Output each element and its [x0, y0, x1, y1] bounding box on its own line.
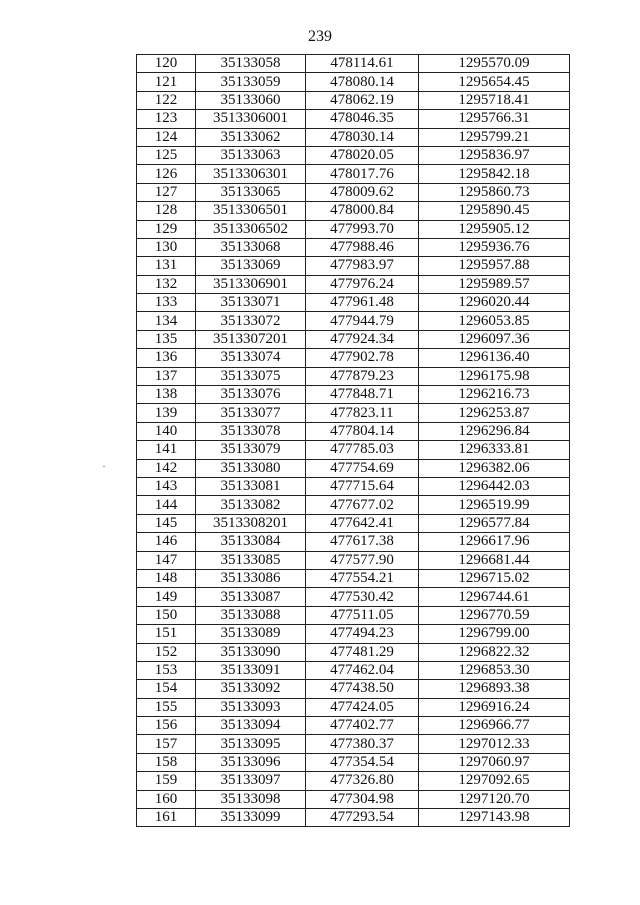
- table-row: [137, 55, 570, 73]
- x-coordinate-cell: 477554.21: [306, 569, 419, 587]
- table-row: [137, 569, 570, 587]
- point-number-cell: 130: [137, 238, 196, 256]
- point-number-cell: 126: [137, 165, 196, 183]
- x-coordinate-cell: 477577.90: [306, 551, 419, 569]
- y-coordinate-cell: 1296216.73: [419, 386, 570, 404]
- point-id-cell: 35133079: [196, 441, 306, 459]
- x-coordinate-cell: 477983.97: [306, 257, 419, 275]
- point-id-cell: 35133078: [196, 422, 306, 440]
- point-id-cell: 3513307201: [196, 330, 306, 348]
- y-coordinate-cell: 1297143.98: [419, 809, 570, 827]
- table-row: [137, 128, 570, 146]
- point-id-cell: 35133096: [196, 753, 306, 771]
- point-number-cell: 122: [137, 91, 196, 109]
- point-id-cell: 35133099: [196, 809, 306, 827]
- table-row: [137, 404, 570, 422]
- x-coordinate-cell: 477642.41: [306, 514, 419, 532]
- y-coordinate-cell: 1296136.40: [419, 349, 570, 367]
- table-row: [137, 753, 570, 771]
- x-coordinate-cell: 478080.14: [306, 73, 419, 91]
- point-id-cell: 35133069: [196, 257, 306, 275]
- x-coordinate-cell: 477462.04: [306, 661, 419, 679]
- y-coordinate-cell: 1297120.70: [419, 790, 570, 808]
- table-row: [137, 680, 570, 698]
- y-coordinate-cell: 1296333.81: [419, 441, 570, 459]
- point-number-cell: 152: [137, 643, 196, 661]
- point-id-cell: 35133085: [196, 551, 306, 569]
- y-coordinate-cell: 1296519.99: [419, 496, 570, 514]
- point-id-cell: 3513306001: [196, 110, 306, 128]
- point-number-cell: 149: [137, 588, 196, 606]
- x-coordinate-cell: 477715.64: [306, 477, 419, 495]
- y-coordinate-cell: 1296822.32: [419, 643, 570, 661]
- point-number-cell: 159: [137, 772, 196, 790]
- x-coordinate-cell: 477804.14: [306, 422, 419, 440]
- table-row: [137, 367, 570, 385]
- x-coordinate-cell: 477754.69: [306, 459, 419, 477]
- point-id-cell: 35133080: [196, 459, 306, 477]
- point-number-cell: 137: [137, 367, 196, 385]
- table-row: [137, 717, 570, 735]
- point-number-cell: 133: [137, 294, 196, 312]
- table-row: [137, 551, 570, 569]
- point-number-cell: 140: [137, 422, 196, 440]
- y-coordinate-cell: 1295905.12: [419, 220, 570, 238]
- point-id-cell: 35133082: [196, 496, 306, 514]
- table-row: [137, 202, 570, 220]
- x-coordinate-cell: 477993.70: [306, 220, 419, 238]
- point-id-cell: 35133071: [196, 294, 306, 312]
- point-number-cell: 124: [137, 128, 196, 146]
- table-row: [137, 386, 570, 404]
- point-id-cell: 35133077: [196, 404, 306, 422]
- x-coordinate-cell: 477293.54: [306, 809, 419, 827]
- point-id-cell: 35133097: [196, 772, 306, 790]
- point-id-cell: 3513306502: [196, 220, 306, 238]
- point-number-cell: 151: [137, 625, 196, 643]
- point-number-cell: 161: [137, 809, 196, 827]
- x-coordinate-cell: 477494.23: [306, 625, 419, 643]
- point-number-cell: 143: [137, 477, 196, 495]
- point-id-cell: 35133093: [196, 698, 306, 716]
- x-coordinate-cell: 477354.54: [306, 753, 419, 771]
- table-row: [137, 73, 570, 91]
- point-number-cell: 121: [137, 73, 196, 91]
- table-row: [137, 257, 570, 275]
- point-number-cell: 136: [137, 349, 196, 367]
- x-coordinate-cell: 477924.34: [306, 330, 419, 348]
- point-id-cell: 35133084: [196, 533, 306, 551]
- x-coordinate-cell: 477326.80: [306, 772, 419, 790]
- x-coordinate-cell: 478020.05: [306, 146, 419, 164]
- table-row: [137, 422, 570, 440]
- x-coordinate-cell: 477402.77: [306, 717, 419, 735]
- point-id-cell: 3513306501: [196, 202, 306, 220]
- table-row: [137, 588, 570, 606]
- point-id-cell: 35133087: [196, 588, 306, 606]
- y-coordinate-cell: 1295860.73: [419, 183, 570, 201]
- point-id-cell: 3513306301: [196, 165, 306, 183]
- table-row: [137, 220, 570, 238]
- y-coordinate-cell: 1296893.38: [419, 680, 570, 698]
- table-row: [137, 606, 570, 624]
- x-coordinate-cell: 477961.48: [306, 294, 419, 312]
- x-coordinate-cell: 477944.79: [306, 312, 419, 330]
- y-coordinate-cell: 1295570.09: [419, 55, 570, 73]
- point-id-cell: 35133081: [196, 477, 306, 495]
- table-row: [137, 91, 570, 109]
- point-number-cell: 127: [137, 183, 196, 201]
- table-body: [137, 55, 570, 827]
- x-coordinate-cell: 477823.11: [306, 404, 419, 422]
- point-number-cell: 142: [137, 459, 196, 477]
- margin-mark: [103, 466, 105, 467]
- x-coordinate-cell: 477988.46: [306, 238, 419, 256]
- y-coordinate-cell: 1295654.45: [419, 73, 570, 91]
- table-row: [137, 312, 570, 330]
- table-row: [137, 625, 570, 643]
- y-coordinate-cell: 1297092.65: [419, 772, 570, 790]
- point-id-cell: 35133063: [196, 146, 306, 164]
- table-row: [137, 349, 570, 367]
- x-coordinate-cell: 478009.62: [306, 183, 419, 201]
- point-number-cell: 131: [137, 257, 196, 275]
- y-coordinate-cell: 1296853.30: [419, 661, 570, 679]
- point-id-cell: 35133062: [196, 128, 306, 146]
- point-number-cell: 156: [137, 717, 196, 735]
- point-number-cell: 144: [137, 496, 196, 514]
- point-id-cell: 3513308201: [196, 514, 306, 532]
- table-row: [137, 661, 570, 679]
- table-row: [137, 790, 570, 808]
- y-coordinate-cell: 1296770.59: [419, 606, 570, 624]
- y-coordinate-cell: 1295836.97: [419, 146, 570, 164]
- y-coordinate-cell: 1295890.45: [419, 202, 570, 220]
- x-coordinate-cell: 478017.76: [306, 165, 419, 183]
- table-row: [137, 514, 570, 532]
- point-number-cell: 150: [137, 606, 196, 624]
- point-id-cell: 35133094: [196, 717, 306, 735]
- x-coordinate-cell: 477902.78: [306, 349, 419, 367]
- y-coordinate-cell: 1295989.57: [419, 275, 570, 293]
- y-coordinate-cell: 1297012.33: [419, 735, 570, 753]
- point-number-cell: 125: [137, 146, 196, 164]
- x-coordinate-cell: 477481.29: [306, 643, 419, 661]
- point-id-cell: 3513306901: [196, 275, 306, 293]
- point-number-cell: 160: [137, 790, 196, 808]
- x-coordinate-cell: 477530.42: [306, 588, 419, 606]
- y-coordinate-cell: 1296617.96: [419, 533, 570, 551]
- point-id-cell: 35133095: [196, 735, 306, 753]
- x-coordinate-cell: 478030.14: [306, 128, 419, 146]
- point-id-cell: 35133074: [196, 349, 306, 367]
- table-row: [137, 275, 570, 293]
- x-coordinate-cell: 477848.71: [306, 386, 419, 404]
- point-id-cell: 35133076: [196, 386, 306, 404]
- table-row: [137, 294, 570, 312]
- point-number-cell: 146: [137, 533, 196, 551]
- y-coordinate-cell: 1295718.41: [419, 91, 570, 109]
- table-row: [137, 441, 570, 459]
- table-row: [137, 110, 570, 128]
- point-id-cell: 35133089: [196, 625, 306, 643]
- point-number-cell: 148: [137, 569, 196, 587]
- x-coordinate-cell: 477511.05: [306, 606, 419, 624]
- y-coordinate-cell: 1295842.18: [419, 165, 570, 183]
- table-row: [137, 496, 570, 514]
- point-number-cell: 154: [137, 680, 196, 698]
- point-id-cell: 35133065: [196, 183, 306, 201]
- point-id-cell: 35133058: [196, 55, 306, 73]
- point-number-cell: 135: [137, 330, 196, 348]
- y-coordinate-cell: 1296966.77: [419, 717, 570, 735]
- x-coordinate-cell: 477617.38: [306, 533, 419, 551]
- x-coordinate-cell: 477976.24: [306, 275, 419, 293]
- point-number-cell: 123: [137, 110, 196, 128]
- y-coordinate-cell: 1296382.06: [419, 459, 570, 477]
- y-coordinate-cell: 1295766.31: [419, 110, 570, 128]
- y-coordinate-cell: 1296744.61: [419, 588, 570, 606]
- x-coordinate-cell: 477438.50: [306, 680, 419, 698]
- point-id-cell: 35133090: [196, 643, 306, 661]
- y-coordinate-cell: 1296097.36: [419, 330, 570, 348]
- y-coordinate-cell: 1296253.87: [419, 404, 570, 422]
- point-number-cell: 155: [137, 698, 196, 716]
- x-coordinate-cell: 478046.35: [306, 110, 419, 128]
- point-id-cell: 35133092: [196, 680, 306, 698]
- point-number-cell: 138: [137, 386, 196, 404]
- y-coordinate-cell: 1296442.03: [419, 477, 570, 495]
- y-coordinate-cell: 1296020.44: [419, 294, 570, 312]
- y-coordinate-cell: 1296715.02: [419, 569, 570, 587]
- x-coordinate-cell: 477380.37: [306, 735, 419, 753]
- table-row: [137, 183, 570, 201]
- y-coordinate-cell: 1296577.84: [419, 514, 570, 532]
- table-row: [137, 698, 570, 716]
- x-coordinate-cell: 477785.03: [306, 441, 419, 459]
- point-number-cell: 147: [137, 551, 196, 569]
- table-row: [137, 146, 570, 164]
- table-row: [137, 533, 570, 551]
- point-id-cell: 35133060: [196, 91, 306, 109]
- table-row: [137, 809, 570, 827]
- y-coordinate-cell: 1295957.88: [419, 257, 570, 275]
- point-id-cell: 35133086: [196, 569, 306, 587]
- point-number-cell: 129: [137, 220, 196, 238]
- point-number-cell: 132: [137, 275, 196, 293]
- y-coordinate-cell: 1296916.24: [419, 698, 570, 716]
- y-coordinate-cell: 1295936.76: [419, 238, 570, 256]
- point-number-cell: 145: [137, 514, 196, 532]
- point-id-cell: 35133059: [196, 73, 306, 91]
- y-coordinate-cell: 1296681.44: [419, 551, 570, 569]
- table-row: [137, 477, 570, 495]
- x-coordinate-cell: 477677.02: [306, 496, 419, 514]
- y-coordinate-cell: 1296296.84: [419, 422, 570, 440]
- y-coordinate-cell: 1296053.85: [419, 312, 570, 330]
- point-number-cell: 134: [137, 312, 196, 330]
- coordinates-table: [136, 54, 570, 827]
- x-coordinate-cell: 478062.19: [306, 91, 419, 109]
- point-number-cell: 153: [137, 661, 196, 679]
- x-coordinate-cell: 477879.23: [306, 367, 419, 385]
- table-row: [137, 772, 570, 790]
- y-coordinate-cell: 1295799.21: [419, 128, 570, 146]
- point-number-cell: 158: [137, 753, 196, 771]
- table-row: [137, 165, 570, 183]
- point-id-cell: 35133098: [196, 790, 306, 808]
- table-row: [137, 643, 570, 661]
- y-coordinate-cell: 1296175.98: [419, 367, 570, 385]
- point-number-cell: 128: [137, 202, 196, 220]
- x-coordinate-cell: 477424.05: [306, 698, 419, 716]
- point-number-cell: 157: [137, 735, 196, 753]
- x-coordinate-cell: 477304.98: [306, 790, 419, 808]
- table-row: [137, 459, 570, 477]
- point-number-cell: 141: [137, 441, 196, 459]
- table-row: [137, 330, 570, 348]
- y-coordinate-cell: 1297060.97: [419, 753, 570, 771]
- point-id-cell: 35133091: [196, 661, 306, 679]
- y-coordinate-cell: 1296799.00: [419, 625, 570, 643]
- table-row: [137, 238, 570, 256]
- point-number-cell: 139: [137, 404, 196, 422]
- point-id-cell: 35133075: [196, 367, 306, 385]
- point-number-cell: 120: [137, 55, 196, 73]
- point-id-cell: 35133068: [196, 238, 306, 256]
- x-coordinate-cell: 478000.84: [306, 202, 419, 220]
- page-number: 239: [308, 28, 332, 45]
- point-id-cell: 35133072: [196, 312, 306, 330]
- x-coordinate-cell: 478114.61: [306, 55, 419, 73]
- point-id-cell: 35133088: [196, 606, 306, 624]
- table-row: [137, 735, 570, 753]
